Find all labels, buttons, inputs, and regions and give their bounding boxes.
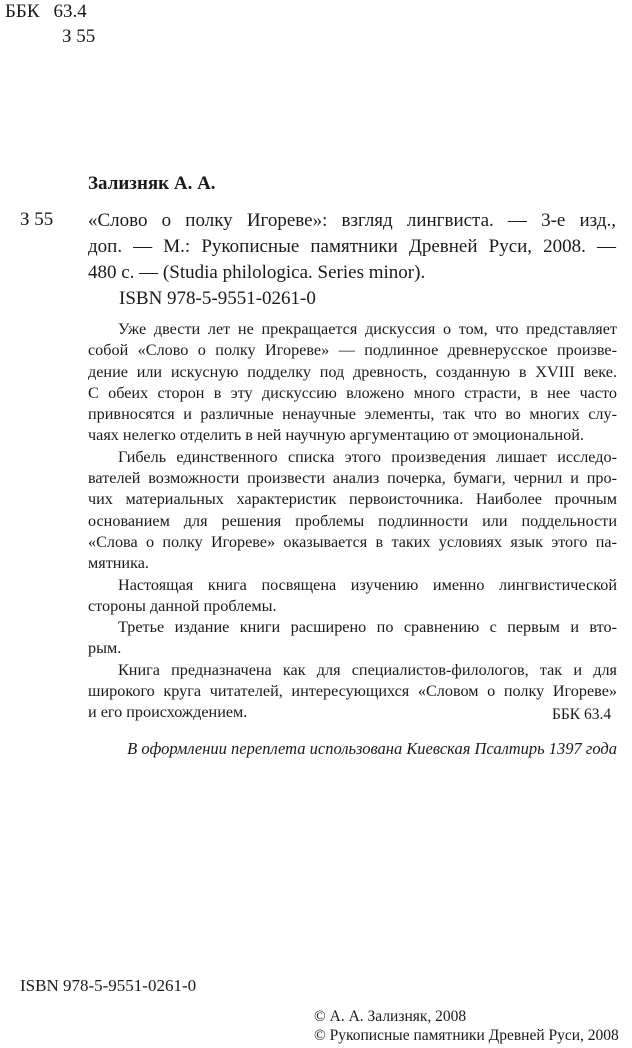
bbk-header: [5, 0, 87, 24]
annotation-line: собой «Слово о полку Игореве» — подлинное древнерусское произве-: [88, 341, 617, 360]
bbk-code: 63.4: [53, 1, 87, 22]
annotation-line: дение или искусную подделку под древность, созданную в XVIII веке.: [88, 362, 617, 381]
annotation-line: Гибель единственного списка этого произведения лишает исследо-: [118, 447, 617, 466]
author-sign-header: З 55: [62, 26, 96, 47]
annotation-line: Книга предназначена как для специалистов-филологов, так и для: [118, 660, 617, 679]
copyright-publisher: © Рукописные памятники Древней Руси, 2008: [314, 1027, 619, 1044]
author-sign: З 55: [20, 209, 54, 230]
annotation-line: Уже двести лет не прекращается дискуссия о том, что представляет: [118, 320, 617, 338]
isbn-footer: ISBN 978-5-9551-0261-0: [20, 976, 197, 995]
annotation: [88, 319, 617, 724]
bbk-label: ББК: [5, 1, 40, 22]
annotation-line: С обеих сторон в эту дискуссию вложено много страсти, в нее часто: [88, 383, 617, 402]
annotation-line: рым.: [88, 639, 122, 658]
cover-design-note: В оформлении переплета использована Киевская Псалтирь 1397 года: [127, 739, 617, 758]
annotation-line: Настоящая книга посвящена изучению именно лингвистической: [118, 575, 617, 594]
annotation-line: привносятся и различные ненаучные элементы, так что во многих слу-: [88, 405, 617, 424]
annotation-line: «Слова о полку Игореве» оказывается в таких условиях язык этого па-: [88, 532, 617, 551]
annotation-line: основанием для решения проблемы подлинности или поддельности: [88, 511, 617, 530]
annotation-line: чаях нелегко отделить в ней научную аргументацию от эмоциональной.: [88, 426, 584, 445]
annotation-line: и его происхождением.: [88, 703, 248, 722]
annotation-line: вателей возможности произвести анализ почерка, бумаги, чернил и про-: [88, 469, 617, 488]
author-name: Зализняк А. А.: [88, 173, 216, 194]
isbn-citation: ISBN 978-5-9551-0261-0: [119, 288, 316, 309]
annotation-line: стороны данной проблемы.: [88, 596, 277, 615]
annotation-line: чих материальных характеристик первоисточника. Наиболее прочным: [88, 490, 617, 509]
citation-line: «Слово о полку Игореве»: взгляд лингвиста. — 3-е изд.,: [88, 210, 616, 231]
citation-line: 480 с. — (Studia philologica. Series minor).: [88, 262, 426, 283]
citation-line: доп. — М.: Рукописные памятники Древней Руси, 2008. —: [88, 236, 616, 257]
bibliographic-citation: [88, 208, 616, 286]
annotation-line: мятника.: [88, 554, 149, 573]
annotation-line: широкого круга читателей, интересующихся «Словом о полку Игореве»: [88, 682, 617, 701]
annotation-line: Третье издание книги расширено по сравнению с первым и вто-: [118, 618, 617, 637]
bbk-code-bottom: ББК 63.4: [552, 706, 612, 723]
copyright-author: © А. А. Зализняк, 2008: [314, 1008, 467, 1025]
